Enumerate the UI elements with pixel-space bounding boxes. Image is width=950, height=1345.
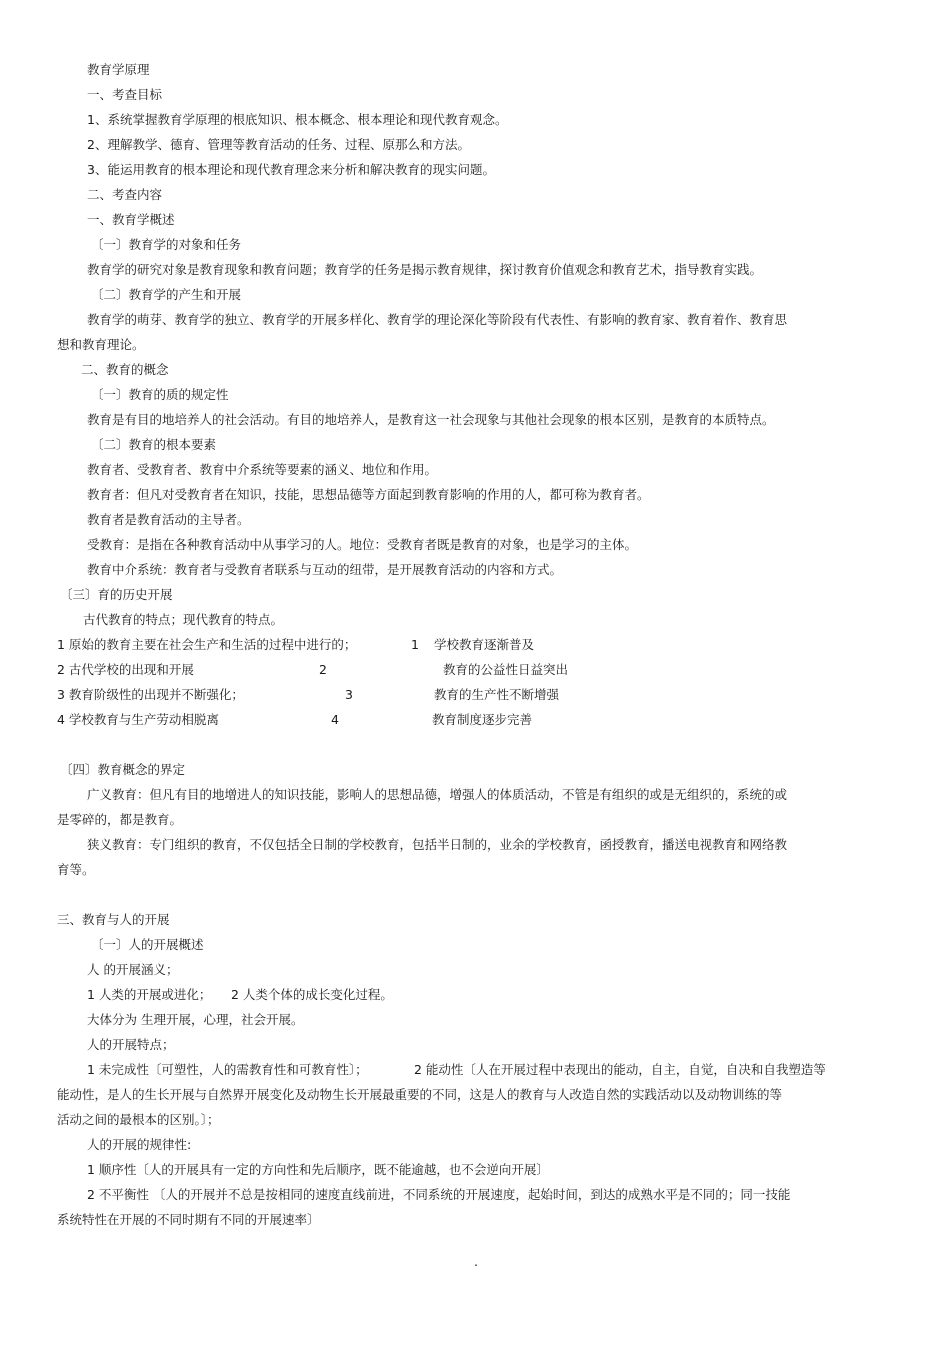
subsection-heading: 〔一〕人的开展概述 — [91, 937, 204, 952]
subsection-heading: 〔一〕教育学的对象和任务 — [91, 237, 242, 252]
modern-feature-number: 3 — [345, 687, 353, 702]
paragraph: 狭义教育：专门组织的教育，不仅包括全日制的学校教育，包括半日制的，业余的学校教育，函授教育，播送电视教育和网络教 — [87, 837, 788, 852]
paragraph: 2 不平衡性 〔人的开展并不总是按相同的速度直线前进，不同系统的开展速度，起始时间，到达的成熟水平是不同的；同一技能 — [87, 1187, 791, 1202]
modern-feature-number: 1 — [411, 637, 419, 652]
paragraph: 受教育：是指在各种教育活动中从事学习的人。地位：受教育者既是教育的对象，也是学习的主体。 — [87, 537, 638, 552]
chapter-heading: 一、教育学概述 — [87, 212, 175, 227]
paragraph: 教育者、受教育者、教育中介系统等要素的涵义、地位和作用。 — [87, 462, 438, 477]
modern-feature-number: 4 — [331, 712, 339, 727]
paragraph: 广义教育：但凡有目的地增进人的知识技能，影响人的思想品德，增强人的体质活动，不管是有组织的或是无组织的，系统的或 — [87, 787, 788, 802]
modern-feature: 学校教育逐渐普及 — [434, 637, 535, 652]
paragraph: 1 人类的开展或进化； — [87, 987, 212, 1002]
paragraph-continuation: 活动之间的最根本的区别。〕； — [57, 1112, 220, 1127]
paragraph: 教育学的研究对象是教育现象和教育问题；教育学的任务是揭示教育规律，探讨教育价值观念和教育艺术，指导教育实践。 — [87, 262, 763, 277]
paragraph-continuation: 是零碎的，都是教育。 — [57, 812, 183, 827]
subsection-heading: 〔二〕教育的根本要素 — [91, 437, 217, 452]
section-heading: 一、考查目标 — [87, 87, 163, 102]
ancient-feature: 2 古代学校的出现和开展 — [57, 662, 194, 677]
modern-feature: 教育的公益性日益突出 — [443, 662, 569, 677]
chapter-heading: 三、教育与人的开展 — [57, 912, 170, 927]
page-footer-dot: . — [474, 1254, 478, 1269]
ancient-feature: 4 学校教育与生产劳动相脱离 — [57, 712, 219, 727]
paragraph: 2 人类个体的成长变化过程。 — [231, 987, 393, 1002]
ancient-feature: 1 原始的教育主要在社会生产和生活的过程中进行的； — [57, 637, 357, 652]
paragraph: 1 顺序性〔人的开展具有一定的方向性和先后顺序，既不能逾越，也不会逆向开展〕 — [87, 1162, 549, 1177]
modern-feature: 教育的生产性不断增强 — [434, 687, 560, 702]
modern-feature-number: 2 — [319, 662, 327, 677]
section-heading: 二、考查内容 — [87, 187, 163, 202]
paragraph: 教育中介系统：教育者与受教育者联系与互动的纽带，是开展教育活动的内容和方式。 — [87, 562, 563, 577]
goal-item: 3、能运用教育的根本理论和现代教育理念来分析和解决教育的现实问题。 — [87, 162, 495, 177]
paragraph: 教育学的萌芽、教育学的独立、教育学的开展多样化、教育学的理论深化等阶段有代表性、有影响的教育家、教育着作、教育思 — [87, 312, 788, 327]
paragraph: 教育者：但凡对受教育者在知识，技能，思想品德等方面起到教育影响的作用的人，都可称为教育者。 — [87, 487, 650, 502]
paragraph: 人 的开展涵义； — [87, 962, 179, 977]
goal-item: 1、系统掌握教育学原理的根底知识、根本概念、根本理论和现代教育观念。 — [87, 112, 508, 127]
paragraph: 大体分为 生理开展，心理，社会开展。 — [87, 1012, 304, 1027]
doc-title: 教育学原理 — [87, 62, 150, 77]
ancient-feature: 3 教育阶级性的出现并不断强化； — [57, 687, 244, 702]
chapter-heading: 二、教育的概念 — [81, 362, 169, 377]
paragraph: 教育是有目的地培养人的社会活动。有目的地培养人，是教育这一社会现象与其他社会现象的根本区别，是教育的本质特点。 — [87, 412, 775, 427]
modern-feature: 教育制度逐步完善 — [432, 712, 533, 727]
paragraph-continuation: 想和教育理论。 — [57, 337, 145, 352]
paragraph-continuation: 能动性，是人的生长开展与自然界开展变化及动物生长开展最重要的不同，这是人的教育与人改造自然的实践活动以及动物训练的等 — [57, 1087, 783, 1102]
subsection-heading: 〔二〕教育学的产生和开展 — [91, 287, 242, 302]
goal-item: 2、理解教学、德育、管理等教育活动的任务、过程、原那么和方法。 — [87, 137, 470, 152]
paragraph: 1 未完成性〔可塑性，人的需教育性和可教育性〕； — [87, 1062, 368, 1077]
paragraph: 古代教育的特点；现代教育的特点。 — [83, 612, 284, 627]
paragraph: 教育者是教育活动的主导者。 — [87, 512, 250, 527]
paragraph: 2 能动性〔人在开展过程中表现出的能动，自主，自觉，自决和自我塑造等 — [414, 1062, 826, 1077]
paragraph: 人的开展特点； — [87, 1037, 175, 1052]
paragraph: 人的开展的规律性: — [87, 1137, 192, 1152]
paragraph-continuation: 育等。 — [57, 862, 95, 877]
subsection-heading: 〔四〕教育概念的界定 — [60, 762, 186, 777]
subsection-heading: 〔一〕教育的质的规定性 — [91, 387, 229, 402]
paragraph-continuation: 系统特性在开展的不同时期有不同的开展速率〕 — [57, 1212, 320, 1227]
subsection-heading: 〔三〕育的历史开展 — [60, 587, 173, 602]
